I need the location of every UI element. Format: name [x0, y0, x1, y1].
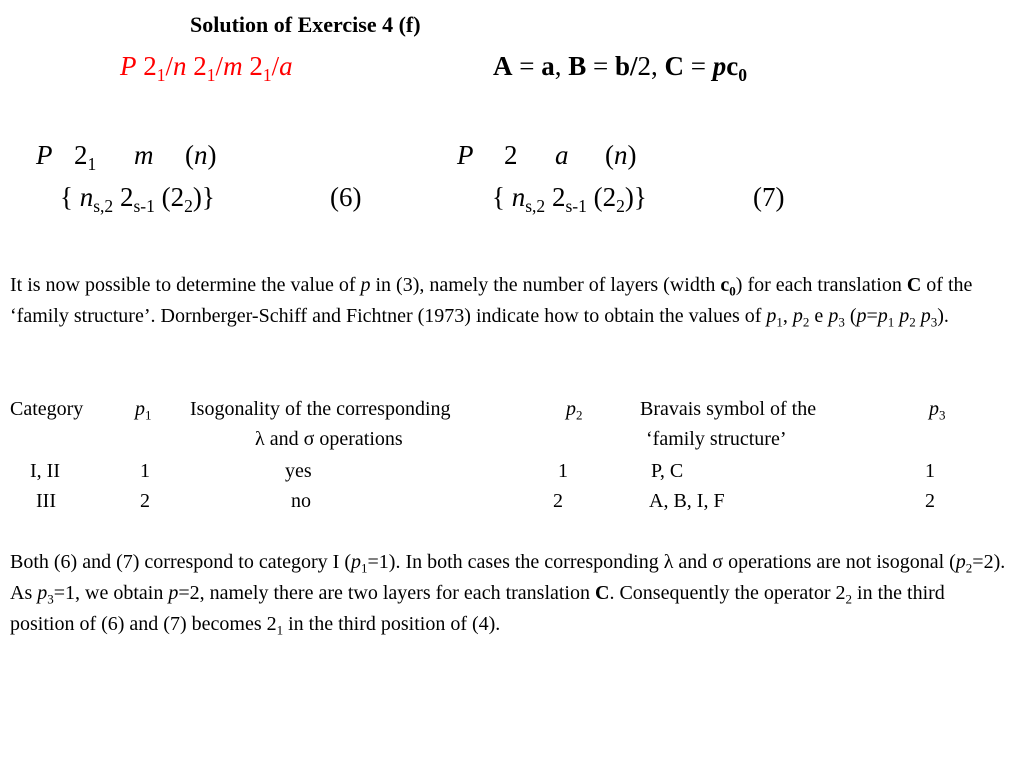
table-header-p3: $p_3$	[929, 398, 946, 423]
table-header-bravais-line2: ‘family structure’	[646, 428, 787, 450]
table-row-1-bravais: P, C	[651, 460, 684, 482]
table-row-1-iso: yes	[285, 460, 312, 482]
table-header-p2: $p_2$	[566, 398, 583, 423]
table-row-1-p2: 1	[558, 460, 568, 482]
symbol-7-line1: P	[457, 140, 474, 170]
space-group-symbol: P $2_1/n$ $2_1/m$ $2_1/a$	[120, 51, 293, 86]
equation-label-7: (7)	[753, 182, 785, 212]
symbol-6-line2: { $n_{s,2}$ $2_{s-1}$ $(2_2)$}	[60, 182, 215, 217]
table-header-isogonality: Isogonality of the corresponding	[190, 398, 451, 420]
table-header-isogonality-line2: λ and σ operations	[255, 428, 403, 450]
table-row-2-p2: 2	[553, 490, 563, 512]
table-header-p1: $p_1$	[135, 398, 152, 423]
table-row-1-p3: 1	[925, 460, 935, 482]
table-row-2-p3: 2	[925, 490, 935, 512]
table-header-bravais: Bravais symbol of the	[640, 398, 817, 420]
table-header-category: Category	[10, 398, 84, 420]
lattice-letter: P	[120, 51, 137, 81]
page-title: Solution of Exercise 4 (f)	[190, 12, 421, 37]
table-row-2-p1: 2	[140, 490, 150, 512]
table-row-1-p1: 1	[140, 460, 150, 482]
table-row-2-category: III	[36, 490, 56, 512]
table-row-2-iso: no	[291, 490, 311, 512]
symbol-7-line2: { $n_{s,2}$ $2_{s-1}$ $(2_2)$}	[492, 182, 647, 217]
equation-label-6: (6)	[330, 182, 362, 212]
symbol-6-line1: P	[36, 140, 53, 170]
table-row-2-bravais: A, B, I, F	[649, 490, 725, 512]
paragraph-2: Both (6) and (7) correspond to category I $(p_1=1)$. In both cases the corresponding λ and σ operations are not isogonal $(p_2=2)$. As $p_3=1$, we obtain p=2, namely there are two layers for each translation C. Consequently the operator $2_2$ in the third position of (6) and (7) becomes $2_1$ in the third position of (4).	[10, 551, 1006, 638]
table-row-1-category: I, II	[30, 460, 60, 482]
cell-relation: A = a, B = b/2, $C = pc_0$	[493, 51, 748, 86]
paragraph-1: It is now possible to determine the value of p in (3), namely the number of layers (width $c_0$) for each translation C of the ‘family structure’. Dornberger-Schiff and Fichtner (1973) indicate how to obtain the values of $p_1$, $p_2$ e $p_3$ ($p=p_1$ $p_2$ $p_3$).	[10, 274, 973, 330]
